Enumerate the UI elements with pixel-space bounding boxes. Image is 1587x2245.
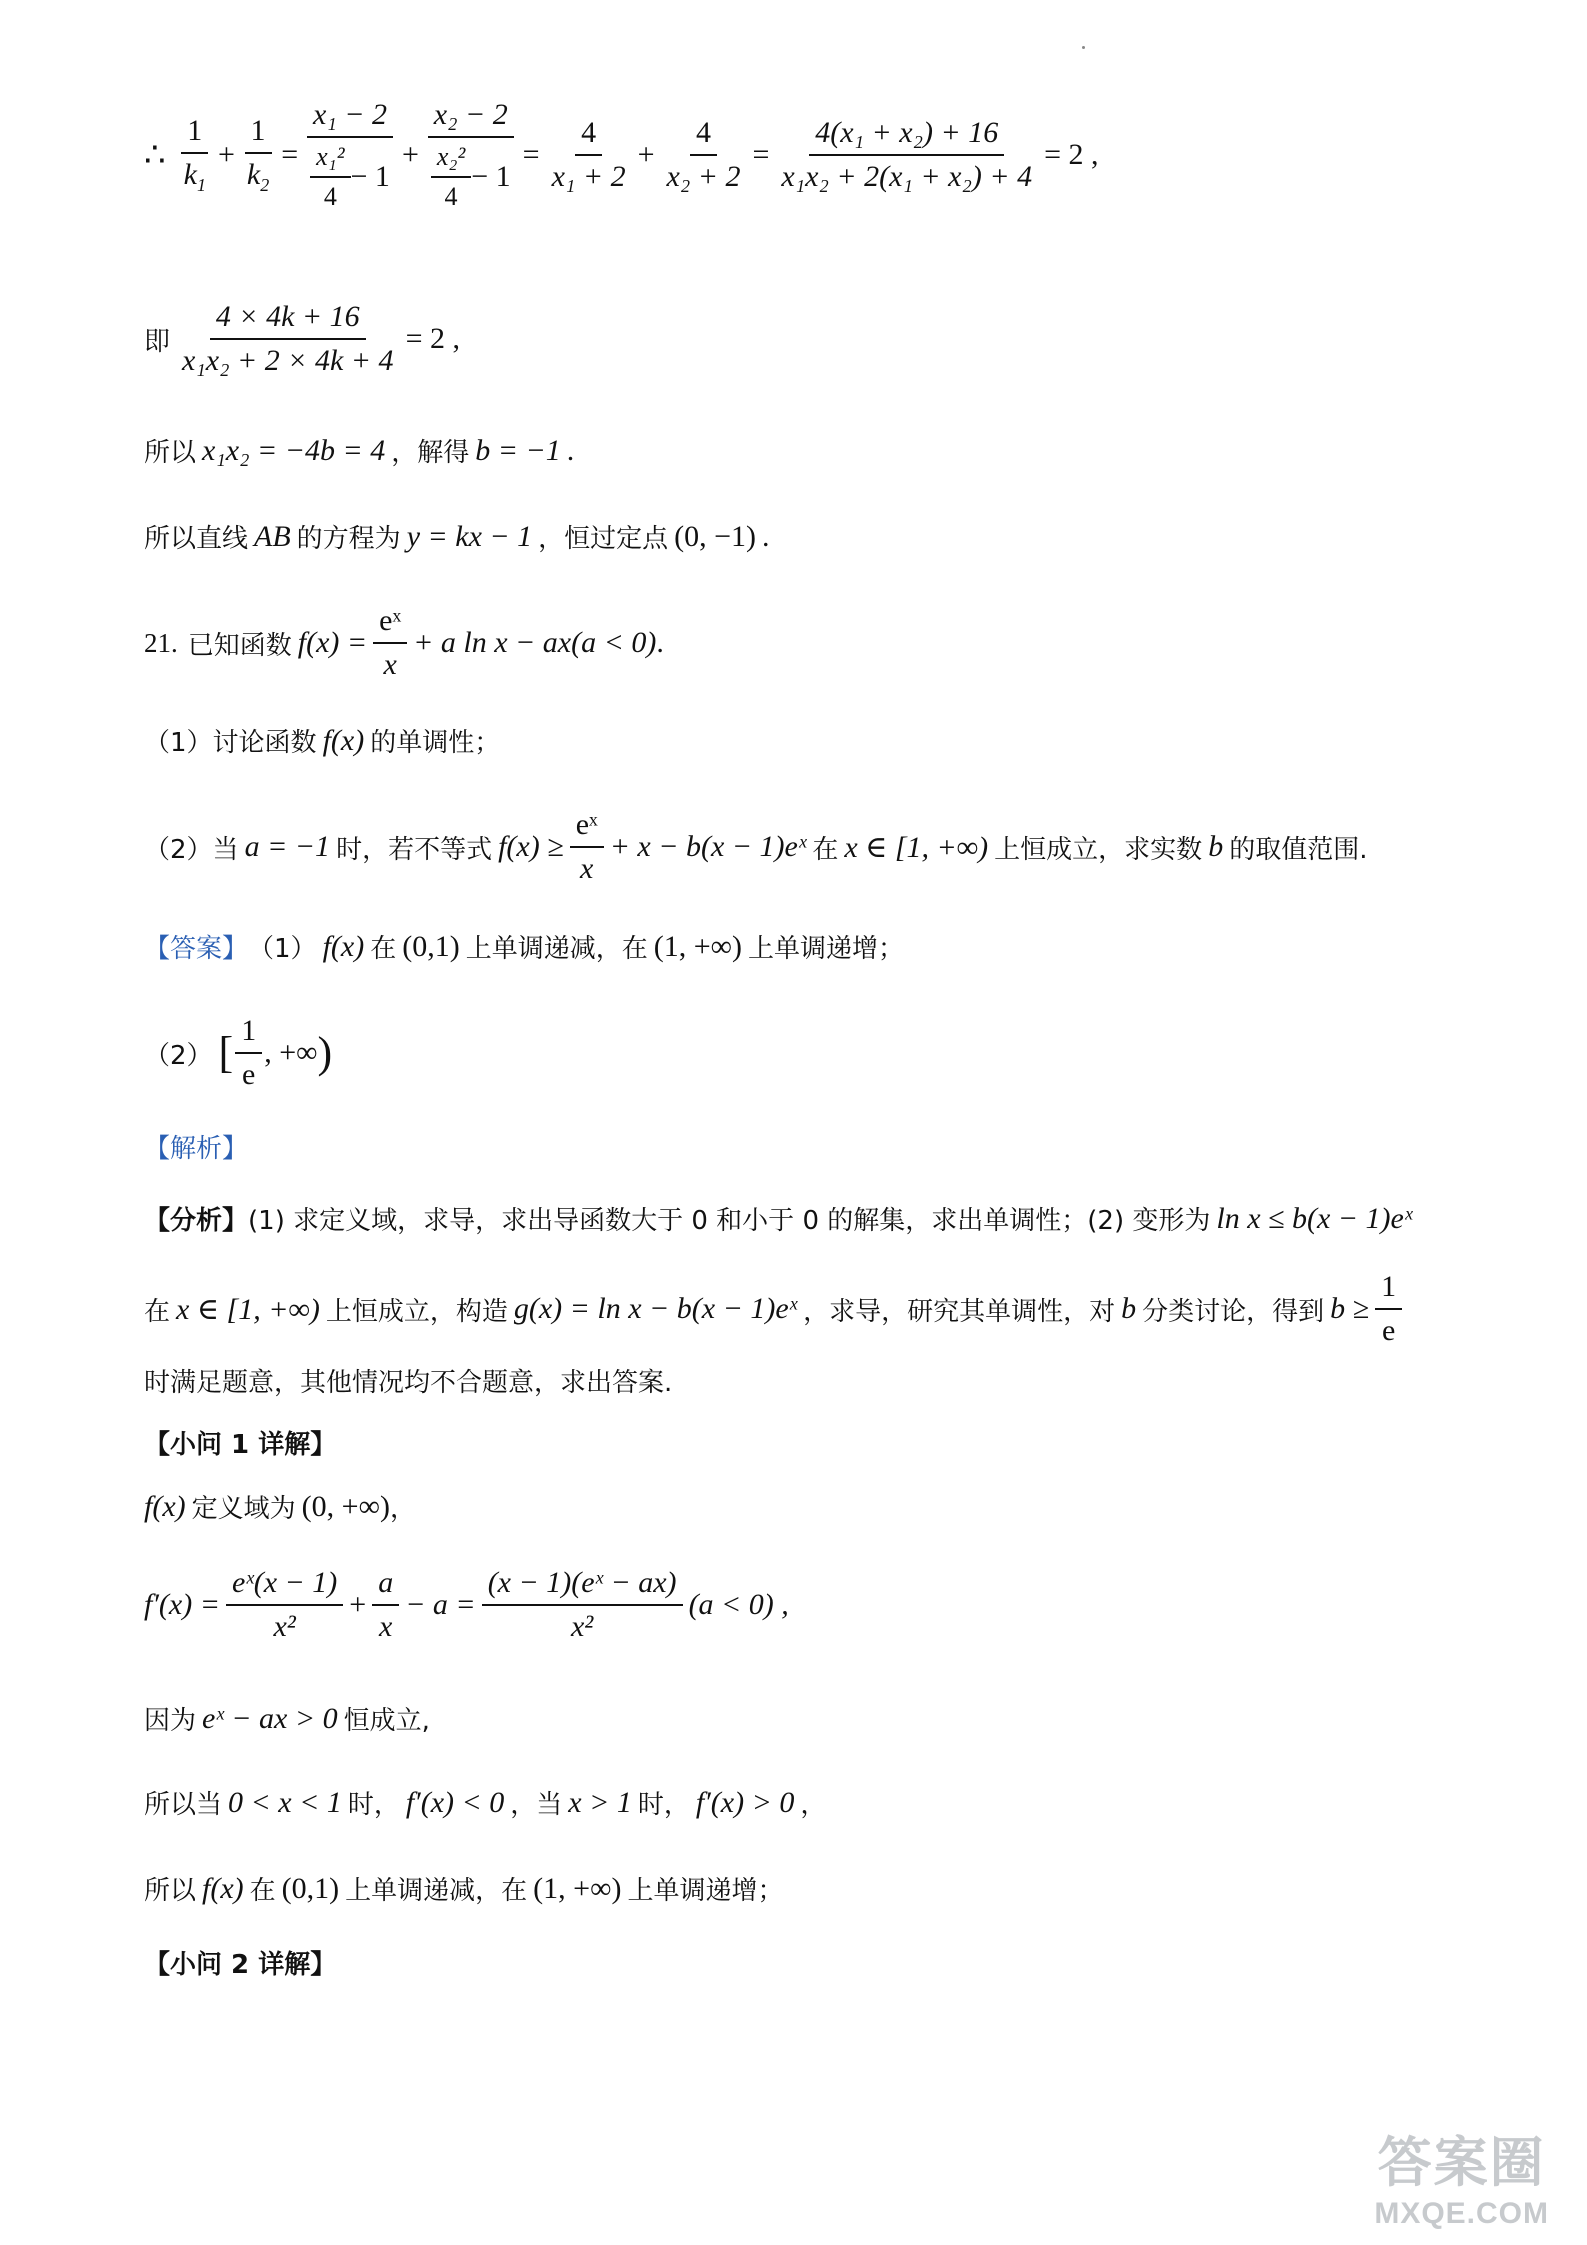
solution-1-conclusion: 所以 f(x) 在 (0,1) 上单调递减，在 (1, +∞) 上单调递增； bbox=[144, 1871, 784, 1906]
fraction-term-5: $\frac{\text{4(x₁ + x₂) + 16}}{\text{x₁x₂ + 2(x₁ + x₂) + 4}}$ bbox=[781, 116, 1033, 193]
sub-question-2-heading: 【小问 2 详解】 bbox=[144, 1950, 337, 1980]
equation-1-rhs: = 2 , bbox=[1044, 138, 1099, 171]
proof-line-3: 所以 x₁x₂ = −4b = 4 ，解得 b = −1 . bbox=[144, 433, 575, 468]
fraction-term-2: x₂ − 2 $\frac{\text{x₂²}}{4}$ − 1 bbox=[425, 98, 517, 212]
analysis-heading bbox=[144, 1128, 248, 1165]
analysis-line-1: 【分析】 (1) 求定义域，求导，求出导函数大于 0 和小于 0 的解集，求出单调性；(2) 变形为 ln x ≤ b(x − 1)eˣ bbox=[144, 1201, 1413, 1236]
proof-line-4: 所以直线 AB 的方程为 y = kx − 1 ，恒过定点 (0, −1) . bbox=[144, 519, 770, 554]
fraction-1-over-k1: $\frac{1}{k_1}$ bbox=[178, 114, 212, 196]
solution-1-derivative: f′(x) = $\frac{\text{eˣ(x − 1)}}{\text{x²}}$ + $\frac{a}{x}$ − a = $\frac{\text{(x − 1)(eˣ − ax)}}{\text{x²}}$ (a < 0) , bbox=[144, 1566, 789, 1643]
question-21-part-2: （2） 当 a = −1 时，若不等式 f(x) ≥ $\frac{\text{eˣ}}{x}$ + x − b(x − 1)eˣ 在 x ∈ [1, +∞) 上恒成立，求实数 b 的取值范围. bbox=[144, 808, 1368, 885]
fraction-eq2: $\frac{4 \times 4k + 16}{\text{x₁x₂ + 2 × 4k + 4}}$ bbox=[182, 300, 394, 377]
watermark bbox=[1374, 2120, 1549, 2231]
answer-part-1: 【答案】 （1） f(x) 在 (0,1) 上单调递减，在 (1, +∞) 上单调递增； bbox=[144, 929, 905, 964]
stray-dot bbox=[1082, 46, 1085, 49]
proof-equation-1: ∴ $\frac{1}{k_1}$ + $\frac{1}{k_2}$ = x₁ − 2 $\frac{\text{x₁²}}{4}$ − 1 + x₂ − 2 $\frac{\text{x₂²}}{4}$ − 1 = $\frac{4}{\text{x₁ + 2}}$ + $\frac{4}{\text{x₂ + 2}}$ = $\frac{\text{4(x₁ + x₂) + 16}}{\text{x₁x₂ + 2(x₁ + x₂) + 4}}$ = 2 , bbox=[144, 98, 1099, 211]
fraction-term-1: x₁ − 2 $\frac{\text{x₁²}}{4}$ − 1 bbox=[304, 98, 396, 212]
solution-1-line-4: 因为 eˣ − ax > 0 恒成立, bbox=[144, 1701, 430, 1736]
fraction-1-over-k2: $\frac{1}{k_2}$ bbox=[241, 114, 275, 196]
sub-question-1-heading: 【小问 1 详解】 bbox=[144, 1430, 337, 1460]
watermark-logo: 答案圈 bbox=[1377, 2131, 1546, 2194]
answer-tag: 【答案】 bbox=[144, 934, 249, 964]
proof-equation-2: 即 $\frac{4 \times 4k + 16}{\text{x₁x₂ + 2 × 4k + 4}}$ = 2 , bbox=[144, 300, 460, 377]
analysis-tag: 【解析】 bbox=[144, 1134, 249, 1164]
fraction-term-3: $\frac{4}{\text{x₁ + 2}}$ bbox=[551, 116, 626, 193]
analysis-line-2: 在 x ∈ [1, +∞) 上恒成立，构造 g(x) = ln x − b(x − 1)eˣ ，求导，研究其单调性，对 b 分类讨论，得到 b ≥ $\frac{1}{e}$ bbox=[144, 1270, 1408, 1348]
solution-1-line-5: 所以当 0 < x < 1 时， f′(x) < 0 ，当 x > 1 时， f′(x) > 0 ， bbox=[144, 1785, 827, 1820]
answer-part-2: （2） [ $\frac{1}{e}$ , +∞ ) bbox=[144, 1014, 333, 1091]
question-21-stem: 21. 已知函数 f(x) = $\frac{\text{eˣ}}{x}$ + a ln x − ax(a < 0) . bbox=[144, 604, 664, 681]
analysis-line-3: 时满足题意，其他情况均不合题意，求出答案. bbox=[144, 1368, 673, 1398]
fraction-term-4: $\frac{4}{\text{x₂ + 2}}$ bbox=[666, 116, 741, 193]
question-number: 21. bbox=[144, 627, 178, 658]
question-21-part-1: （1） 讨论函数 f(x) 的单调性； bbox=[144, 723, 501, 758]
therefore-symbol: ∴ bbox=[144, 137, 166, 174]
watermark-url: MXQE.COM bbox=[1374, 2197, 1549, 2230]
solution-1-domain: f(x) 定义域为 (0, +∞) ， bbox=[144, 1489, 416, 1524]
